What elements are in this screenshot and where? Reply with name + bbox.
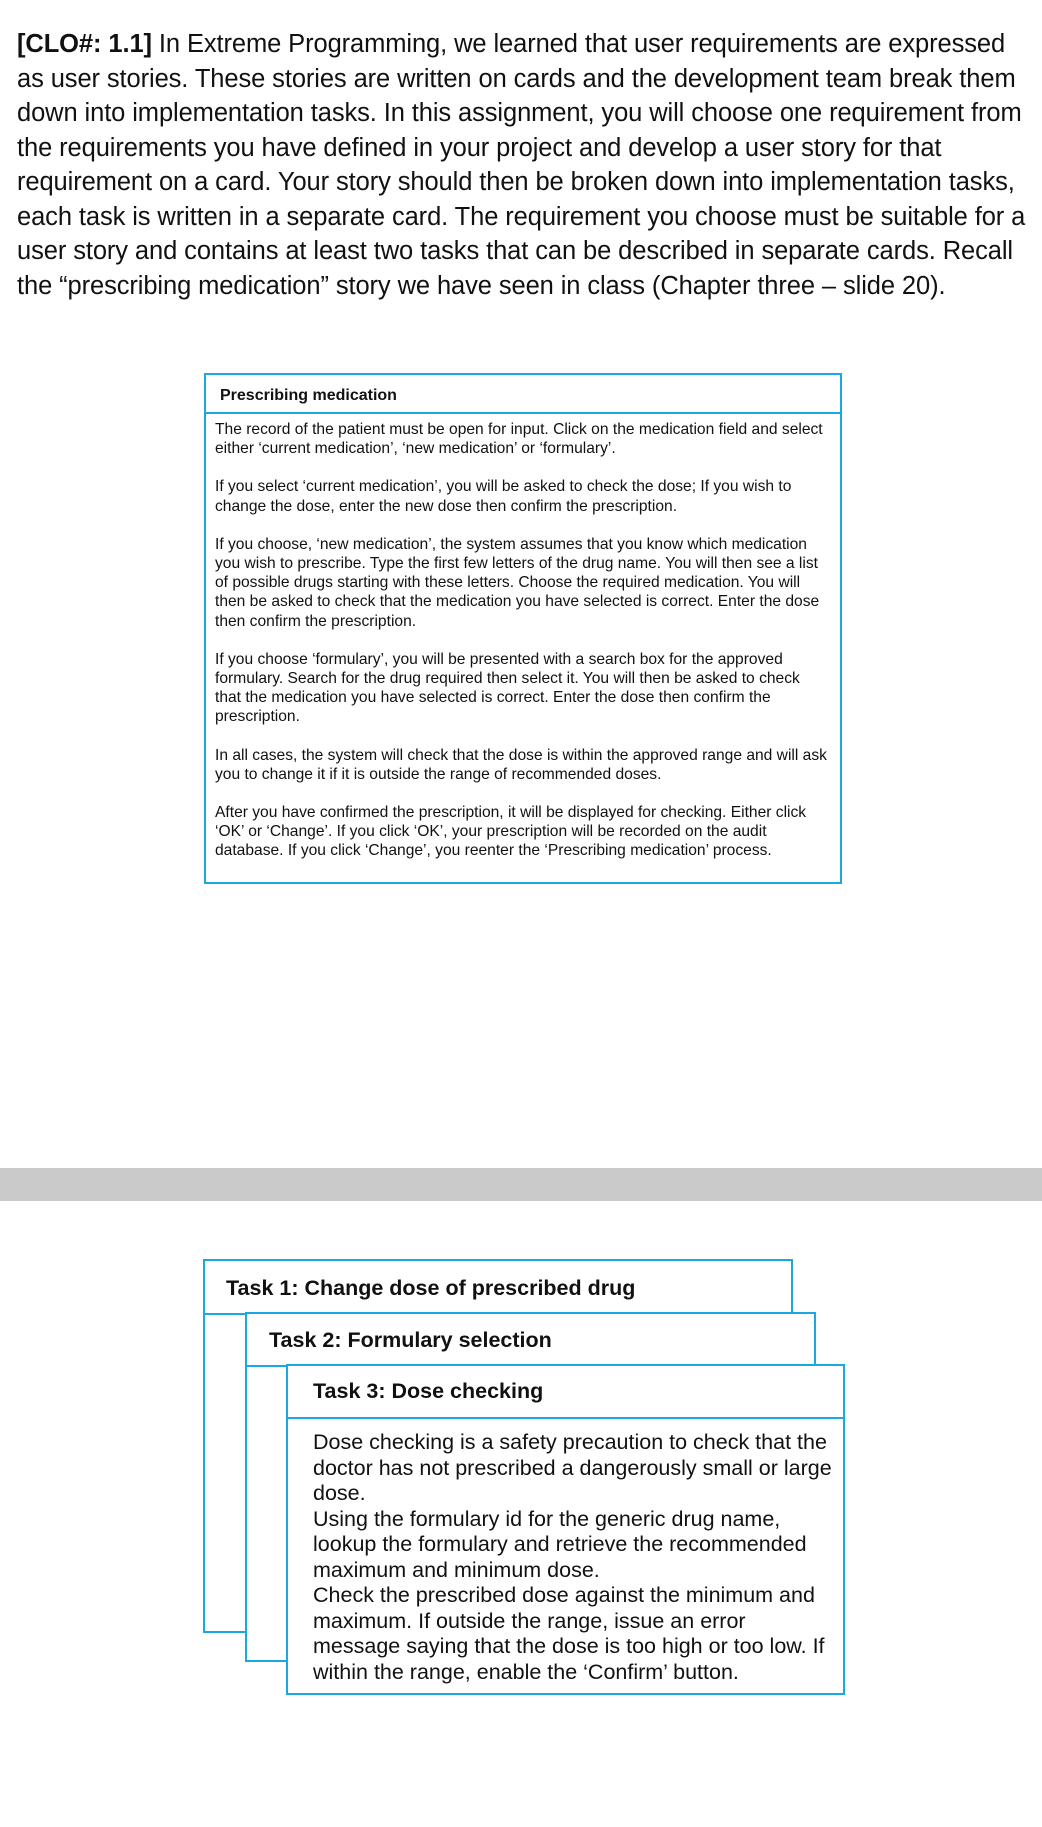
page-separator-band [0,1168,1042,1201]
story-paragraph: The record of the patient must be open for input. Click on the medication field and select either ‘current medication’, ‘new medication’ or ‘formulary’. [215,421,823,458]
instructions-text: In Extreme Programming, we learned that user requirements are expressed as user stories. These stories are written on cards and the development team break them down into implementation tasks. In this assignment, you will choose one requirement from the requirements you have defined in your project and develop a user story for that requirement on a card. Your story should then be broken down into implementation tasks, each task is written in a separate card. The requirement you choose must be suitable for a user story and contains at least two tasks that can be described in separate cards. Recall the “prescribing medication” story we have seen in class (Chapter three – slide 20). [17,30,1026,300]
story-paragraph: After you have confirmed the prescription, it will be displayed for checking. Either click ‘OK’ or ‘Change’. If you click ‘OK’, your prescription will be recorded on the audit database. If you click ‘Change’, you reenter the ‘Prescribing medication’ process. [215,804,807,860]
task-card-2-title: Task 2: Formulary selection [247,1314,814,1367]
task-card-3 [286,1364,845,1695]
story-paragraph: If you choose, ‘new medication’, the system assumes that you know which medication you wish to prescribe. Type the first few letters of the drug name. You will then see a list of possible drugs starting with these letters. Choose the required medication. You will then be asked to check that the medication you have selected is correct. Enter the dose then confirm the prescription. [215,535,820,630]
task-paragraph: Check the prescribed dose against the minimum and maximum. If outside the range, issue an error message saying that the dose is too high or too low. If within the range, enable the ‘Confirm’ button. [313,1583,825,1684]
clo-tag: [CLO#: 1.1] [17,30,152,58]
task-paragraph: Using the formulary id for the generic drug name, lookup the formulary and retrieve the recommended maximum and minimum dose. [313,1506,807,1582]
story-card-title: Prescribing medication [206,375,840,414]
prescribing-medication-card [204,373,842,884]
task-card-1-title: Task 1: Change dose of prescribed drug [205,1261,791,1315]
task-paragraph: Dose checking is a safety precaution to check that the doctor has not prescribed a dangerously small or large dose. [313,1430,832,1505]
story-card-body [206,414,840,861]
assignment-instructions [17,27,1029,303]
task-card-3-body [288,1419,843,1685]
task-card-3-title: Task 3: Dose checking [288,1366,843,1419]
story-paragraph: In all cases, the system will check that the dose is within the approved range and will ask you to change it if it is outside the range of recommended doses. [215,746,827,783]
story-paragraph: If you choose ‘formulary’, you will be presented with a search box for the approved formulary. Search for the drug required then select it. You will then be asked to check that the medication you have selected is correct. Enter the dose then confirm the prescription. [215,650,800,726]
story-paragraph: If you select ‘current medication’, you will be asked to check the dose; If you wish to change the dose, enter the new dose then confirm the prescription. [215,478,792,515]
